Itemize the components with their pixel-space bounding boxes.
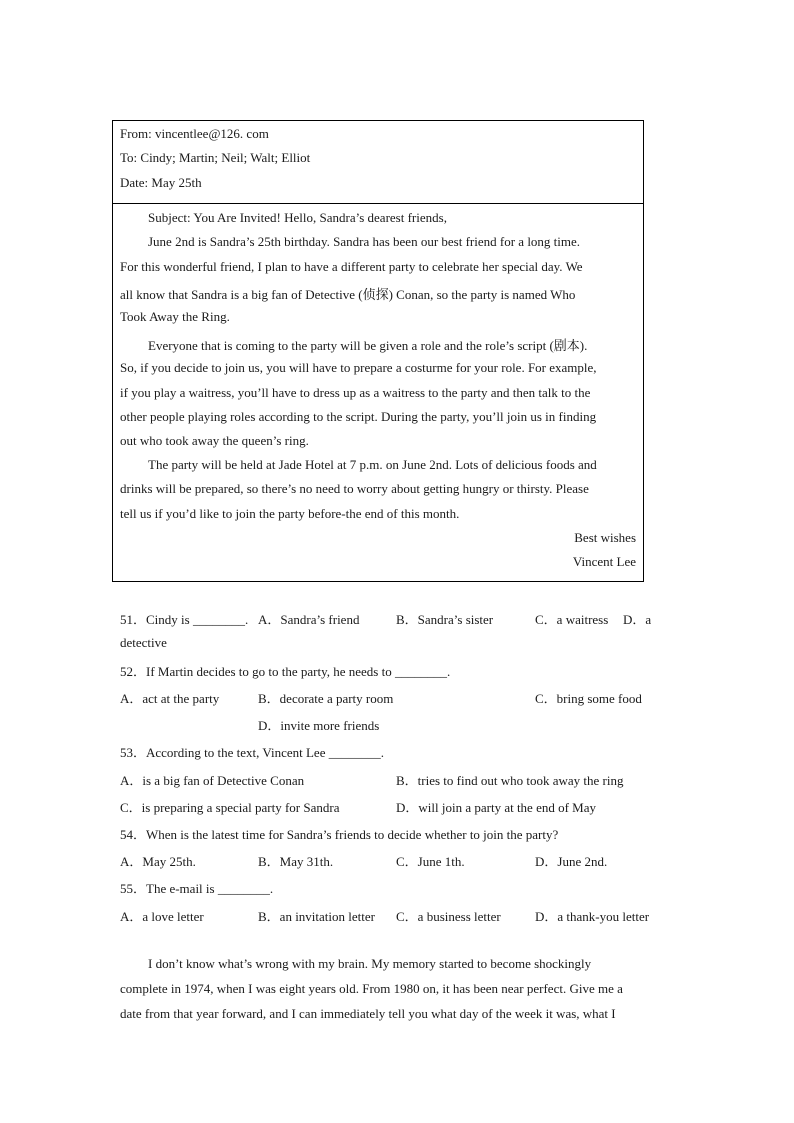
q55-option-d: D．a thank-you letter [535, 909, 650, 924]
q52-option-a: A．act at the party [120, 691, 220, 706]
email-line: For this wonderful friend, I plan to have a different party to celebrate her special day. We [120, 259, 583, 274]
q52-option-d: D．invite more friends [258, 718, 380, 733]
email-line: if you play a waitress, you’ll have to dress up as a waitress to the party and then talk to the [120, 385, 591, 400]
q54-option-b: B．May 31th. [258, 854, 334, 869]
q54-option-c: C．June 1th. [396, 854, 465, 869]
email-line: The party will be held at Jade Hotel at 7 p.m. on June 2nd. Lots of delicious foods and [148, 457, 597, 472]
email-line: tell us if you’d like to join the party before-the end of this month. [120, 506, 460, 521]
q54-option-d: D．June 2nd. [535, 854, 608, 869]
email-line: June 2nd is Sandra’s 25th birthday. Sandra has been our best friend for a long time. [148, 234, 581, 249]
email-signature: Vincent Lee [572, 554, 636, 569]
q55-option-c: C．a business letter [396, 909, 501, 924]
q55-option-b: B．an invitation letter [258, 909, 375, 924]
q54-stem: 54．When is the latest time for Sandra’s friends to decide whether to join the party? [120, 827, 559, 842]
email-line: all know that Sandra is a big fan of Detective (侦探) Conan, so the party is named Who [120, 287, 576, 302]
q53-option-c: C．is preparing a special party for Sandra [120, 800, 340, 815]
email-line: So, if you decide to join us, you will have to prepare a costurme for your role. For example, [120, 360, 597, 375]
email-line: drinks will be prepared, so there’s no need to worry about getting hungry or thirsty. Please [120, 481, 589, 496]
passage-line: complete in 1974, when I was eight years old. From 1980 on, it has been near perfect. Give me a [120, 981, 623, 996]
email-header-divider [112, 203, 644, 204]
email-line: Subject: You Are Invited! Hello, Sandra’s dearest friends, [148, 210, 447, 225]
q51-option-d: D．a [623, 612, 652, 627]
q51-stem: 51．Cindy is ________. [120, 612, 249, 627]
email-closing: Best wishes [574, 530, 636, 545]
q55-option-a: A．a love letter [120, 909, 204, 924]
passage-line: date from that year forward, and I can immediately tell you what day of the week it was, what I [120, 1006, 616, 1021]
q51-option-b: B．Sandra’s sister [396, 612, 494, 627]
email-date: Date: May 25th [120, 175, 202, 190]
q52-option-b: B．decorate a party room [258, 691, 394, 706]
passage-line: I don’t know what’s wrong with my brain. My memory started to become shockingly [148, 956, 592, 971]
email-line: Everyone that is coming to the party will be given a role and the role’s script (剧本). [148, 338, 588, 353]
q53-option-b: B．tries to find out who took away the ring [396, 773, 624, 788]
q51-option-d-continued: detective [120, 635, 167, 650]
q52-option-c: C．bring some food [535, 691, 642, 706]
q54-option-a: A．May 25th. [120, 854, 196, 869]
q51-option-a: A．Sandra’s friend [258, 612, 360, 627]
email-line: Took Away the Ring. [120, 309, 230, 324]
email-line: out who took away the queen’s ring. [120, 433, 309, 448]
q55-stem: 55．The e-mail is ________. [120, 881, 274, 896]
email-line: other people playing roles according to the script. During the party, you’ll join us in finding [120, 409, 597, 424]
q53-stem: 53．According to the text, Vincent Lee ________. [120, 745, 384, 760]
email-from: From: vincentlee@126. com [120, 126, 269, 141]
q52-stem: 52．If Martin decides to go to the party, he needs to ________. [120, 664, 451, 679]
q53-option-d: D．will join a party at the end of May [396, 800, 597, 815]
q53-option-a: A．is a big fan of Detective Conan [120, 773, 305, 788]
q51-option-c: C．a waitress [535, 612, 609, 627]
email-to: To: Cindy; Martin; Neil; Walt; Elliot [120, 150, 311, 165]
